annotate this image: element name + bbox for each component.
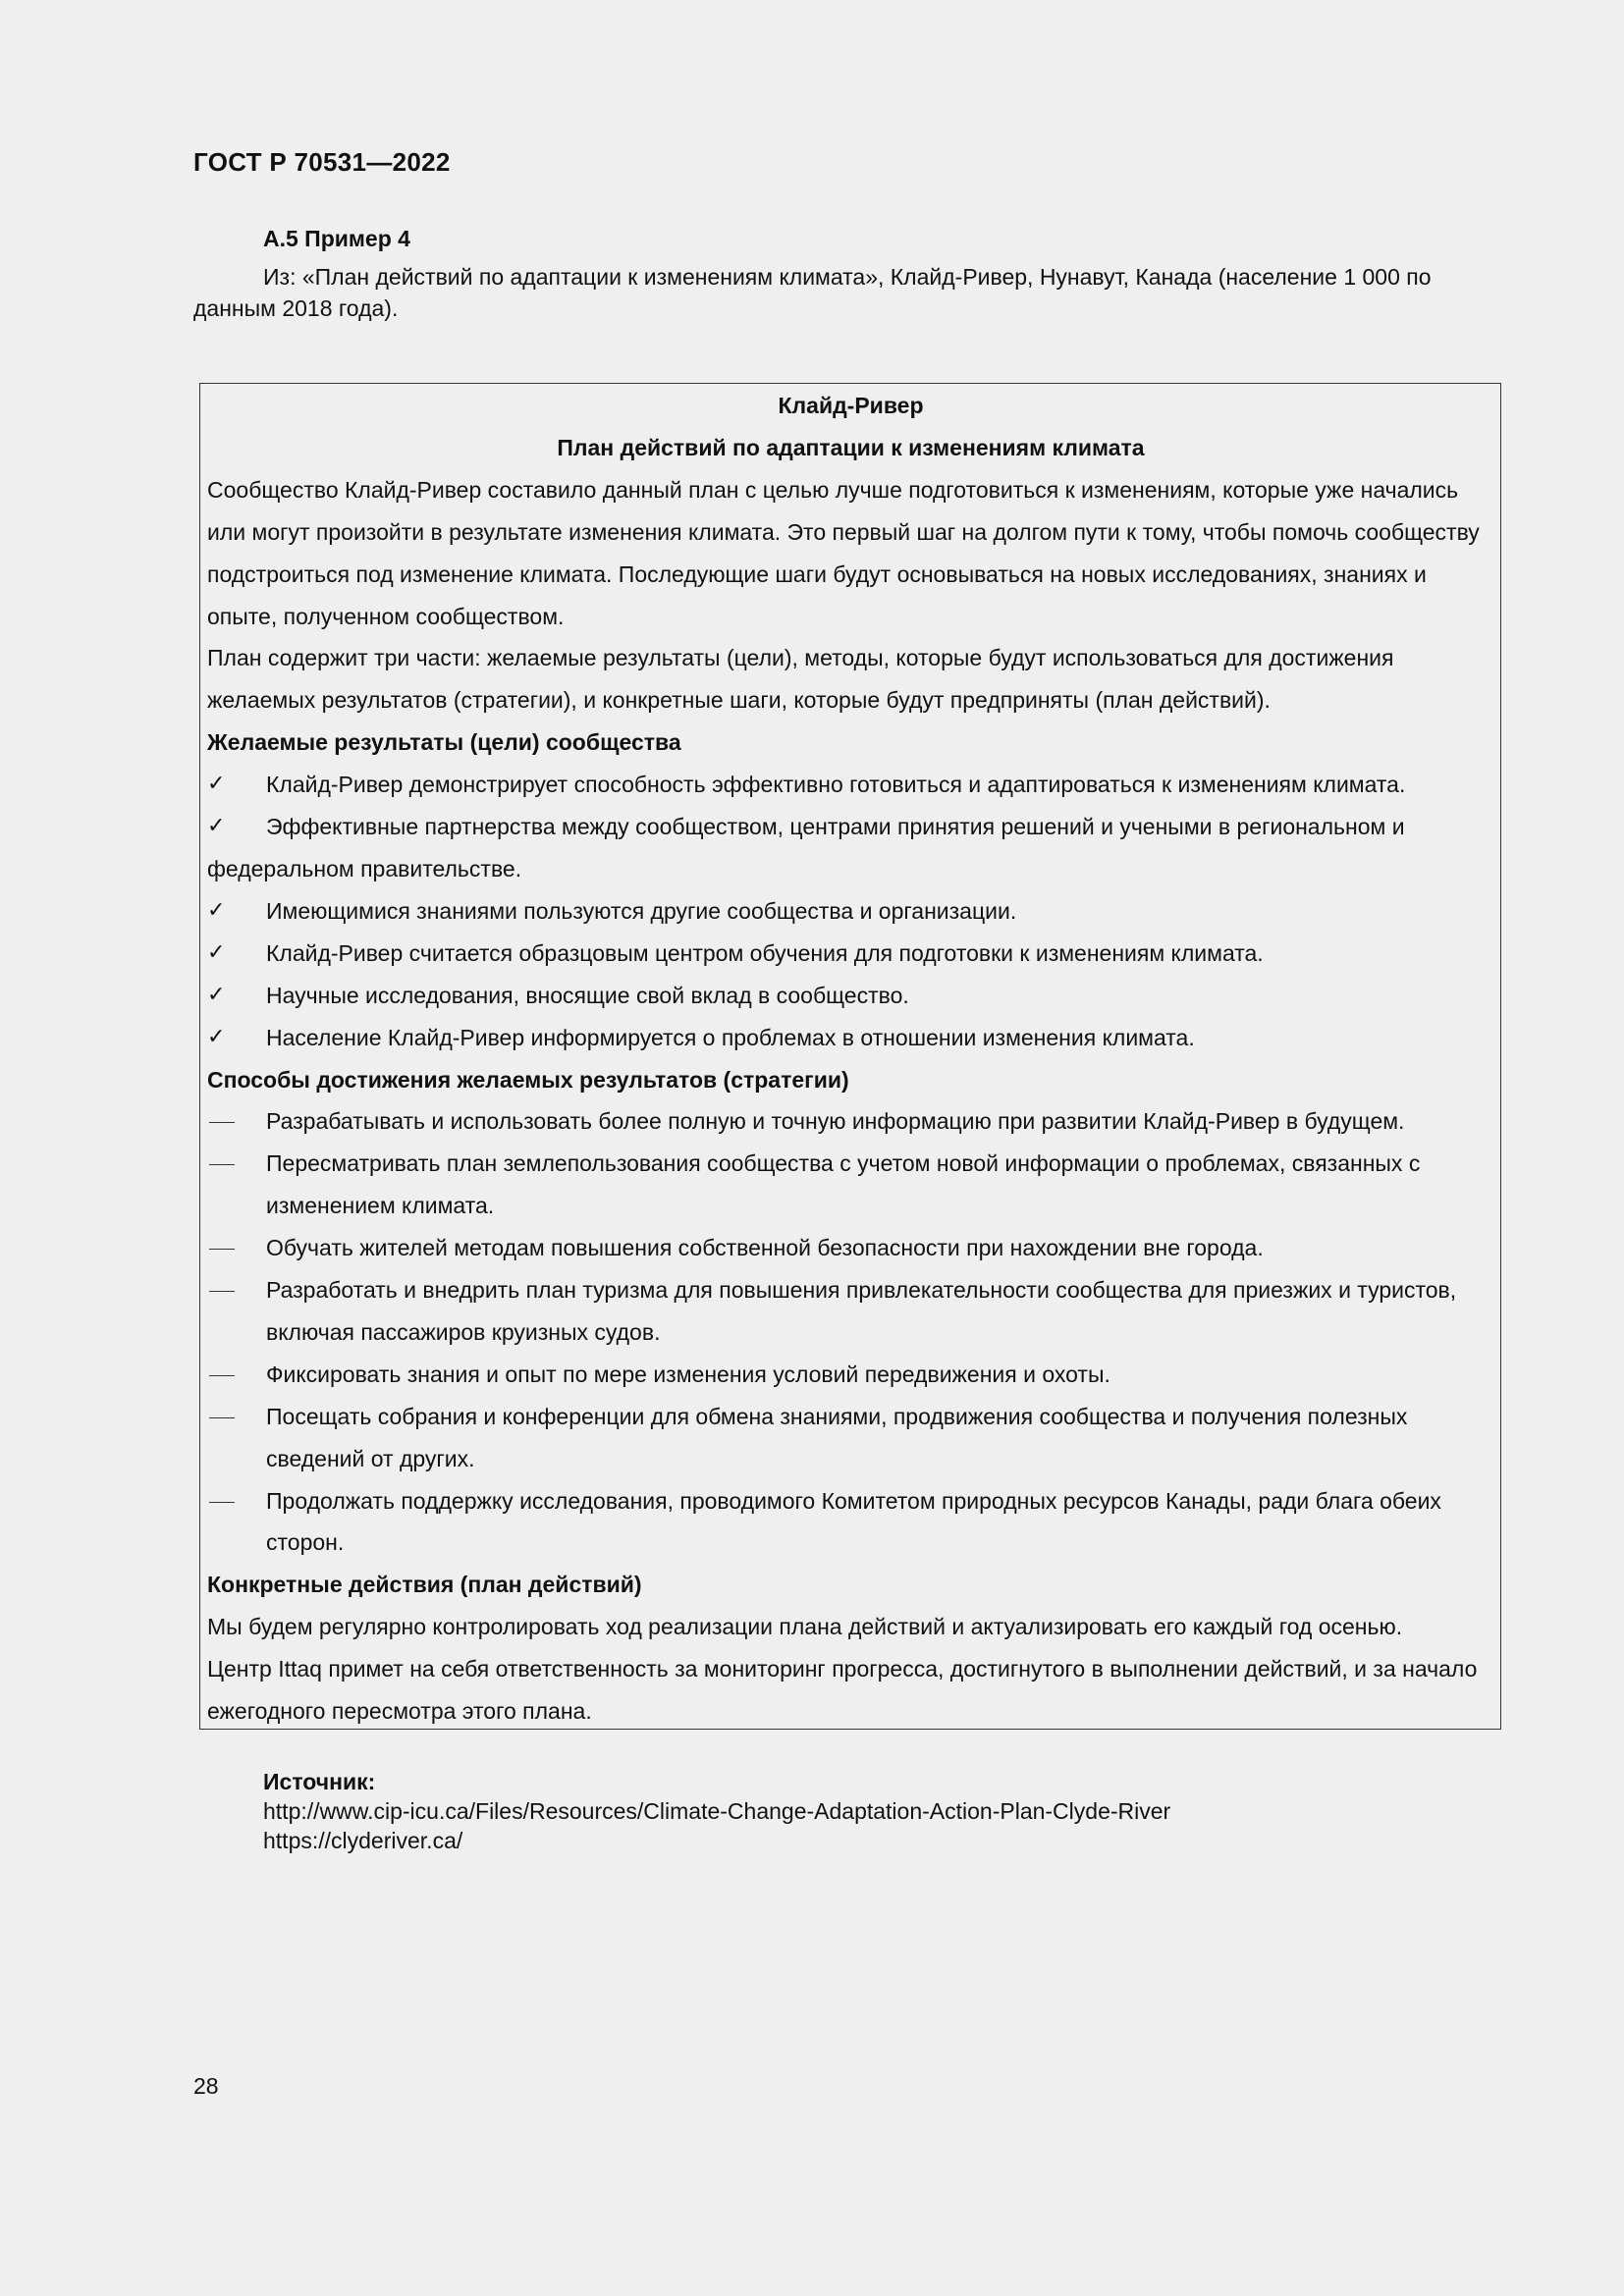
- checkmark-icon: ✓: [207, 814, 226, 839]
- dash-icon: [209, 1375, 235, 1376]
- goal-text: Имеющимися знаниями пользуются другие сообщества и организации.: [266, 897, 1017, 924]
- strategy-item: [207, 1143, 1494, 1227]
- strategy-item: [207, 1269, 1494, 1354]
- strategy-item: [207, 1396, 1494, 1480]
- checkmark-icon: ✓: [207, 772, 226, 797]
- strategy-text: Обучать жителей методам повышения собственной безопасности при нахождении вне города.: [266, 1235, 1264, 1261]
- goal-text: Эффективные партнерства между сообществом, центрами принятия решений и учеными в региональном и федеральном правительстве.: [207, 814, 1405, 881]
- strategy-text: Разработать и внедрить план туризма для повышения привлекательности сообщества для приезжих и туристов, включая пассажиров круизных судов.: [266, 1277, 1457, 1345]
- strategy-text: Продолжать поддержку исследования, проводимого Комитетом природных ресурсов Канады, ради блага обеих сторон.: [266, 1487, 1441, 1556]
- checkmark-icon: ✓: [207, 1024, 226, 1049]
- dash-icon: [209, 1249, 235, 1250]
- goal-item: [207, 933, 1494, 975]
- strategy-text: Посещать собрания и конференции для обмена знаниями, продвижения сообщества и получения полезных сведений от других.: [266, 1403, 1408, 1471]
- plan-title: Клайд-Ривер: [778, 393, 924, 418]
- strategy-item: [207, 1100, 1494, 1143]
- dash-icon: [209, 1291, 235, 1292]
- dash-icon: [209, 1417, 235, 1418]
- strategies-heading: Способы достижения желаемых результатов (стратегии): [207, 1066, 849, 1093]
- standard-code: ГОСТ Р 70531—2022: [193, 147, 451, 177]
- dash-icon: [209, 1122, 235, 1123]
- dash-icon: [209, 1164, 235, 1165]
- goal-item: [207, 975, 1494, 1017]
- actions-heading: Конкретные действия (план действий): [207, 1572, 642, 1598]
- goal-item: [207, 1017, 1494, 1059]
- strategy-text: Фиксировать знания и опыт по мере изменения условий передвижения и охоты.: [266, 1361, 1110, 1387]
- section-title: А.5 Пример 4: [263, 226, 410, 251]
- checkmark-icon: ✓: [207, 897, 226, 923]
- dash-icon: [209, 1502, 235, 1503]
- strategy-text: Разрабатывать и использовать более полную и точную информацию при развитии Клайд-Ривер в будущем.: [266, 1108, 1405, 1135]
- strategy-item: [207, 1480, 1494, 1565]
- goal-item: [207, 890, 1494, 933]
- section-intro: Из: «План действий по адаптации к изменениям климата», Клайд-Ривер, Нунавут, Канада (население 1 000 по данным 2018 года).: [193, 264, 1432, 321]
- source-label: Источник:: [263, 1769, 376, 1794]
- goal-text: Население Клайд-Ривер информируется о проблемах в отношении изменения климата.: [266, 1024, 1195, 1050]
- goal-text: Клайд-Ривер считается образцовым центром обучения для подготовки к изменениям климата.: [266, 939, 1264, 966]
- goal-item: [207, 764, 1494, 806]
- actions-paragraph-1: Мы будем регулярно контролировать ход реализации плана действий и актуализировать его каждый год осенью.: [207, 1614, 1403, 1640]
- source-block: [263, 1767, 1170, 1855]
- page-number: 28: [193, 2073, 219, 2099]
- plan-paragraph-1: Сообщество Клайд-Ривер составило данный план с целью лучше подготовиться к изменениям, которые уже начались или могут произойти в результате изменения климата. Это первый шаг на долгом пути к тому, чтобы помочь сообществу подстроиться под изменение климата. Последующие шаги будут основываться на новых исследованиях, знаниях и опыте, полученном сообществом.: [207, 476, 1480, 629]
- goal-text: Научные исследования, вносящие свой вклад в сообщество.: [266, 982, 909, 1008]
- strategy-item: [207, 1227, 1494, 1269]
- goal-text: Клайд-Ривер демонстрирует способность эффективно готовиться и адаптироваться к изменениям климата.: [266, 772, 1406, 798]
- checkmark-icon: ✓: [207, 982, 226, 1007]
- actions-paragraph-2: Центр Ittaq примет на себя ответственность за мониторинг прогресса, достигнутого в выполнении действий, и за начало ежегодного пересмотра этого плана.: [207, 1656, 1478, 1725]
- goal-item: [207, 806, 1494, 890]
- plan-subtitle: План действий по адаптации к изменениям климата: [557, 434, 1145, 460]
- source-link[interactable]: http://www.cip-icu.ca/Files/Resources/Climate-Change-Adaptation-Action-Plan-Clyde-River: [263, 1798, 1171, 1824]
- checkmark-icon: ✓: [207, 939, 226, 965]
- strategy-item: [207, 1354, 1494, 1396]
- goals-heading: Желаемые результаты (цели) сообщества: [207, 729, 681, 756]
- strategy-text: Пересматривать план землепользования сообщества с учетом новой информации о проблемах, связанных с изменением климата.: [266, 1150, 1421, 1219]
- plan-paragraph-2: План содержит три части: желаемые результаты (цели), методы, которые будут использоваться для достижения желаемых результатов (стратегии), и конкретные шаги, которые будут предприняты (план действий).: [207, 645, 1394, 714]
- source-link[interactable]: https://clyderiver.ca/: [263, 1828, 463, 1853]
- plan-box: [199, 383, 1501, 1730]
